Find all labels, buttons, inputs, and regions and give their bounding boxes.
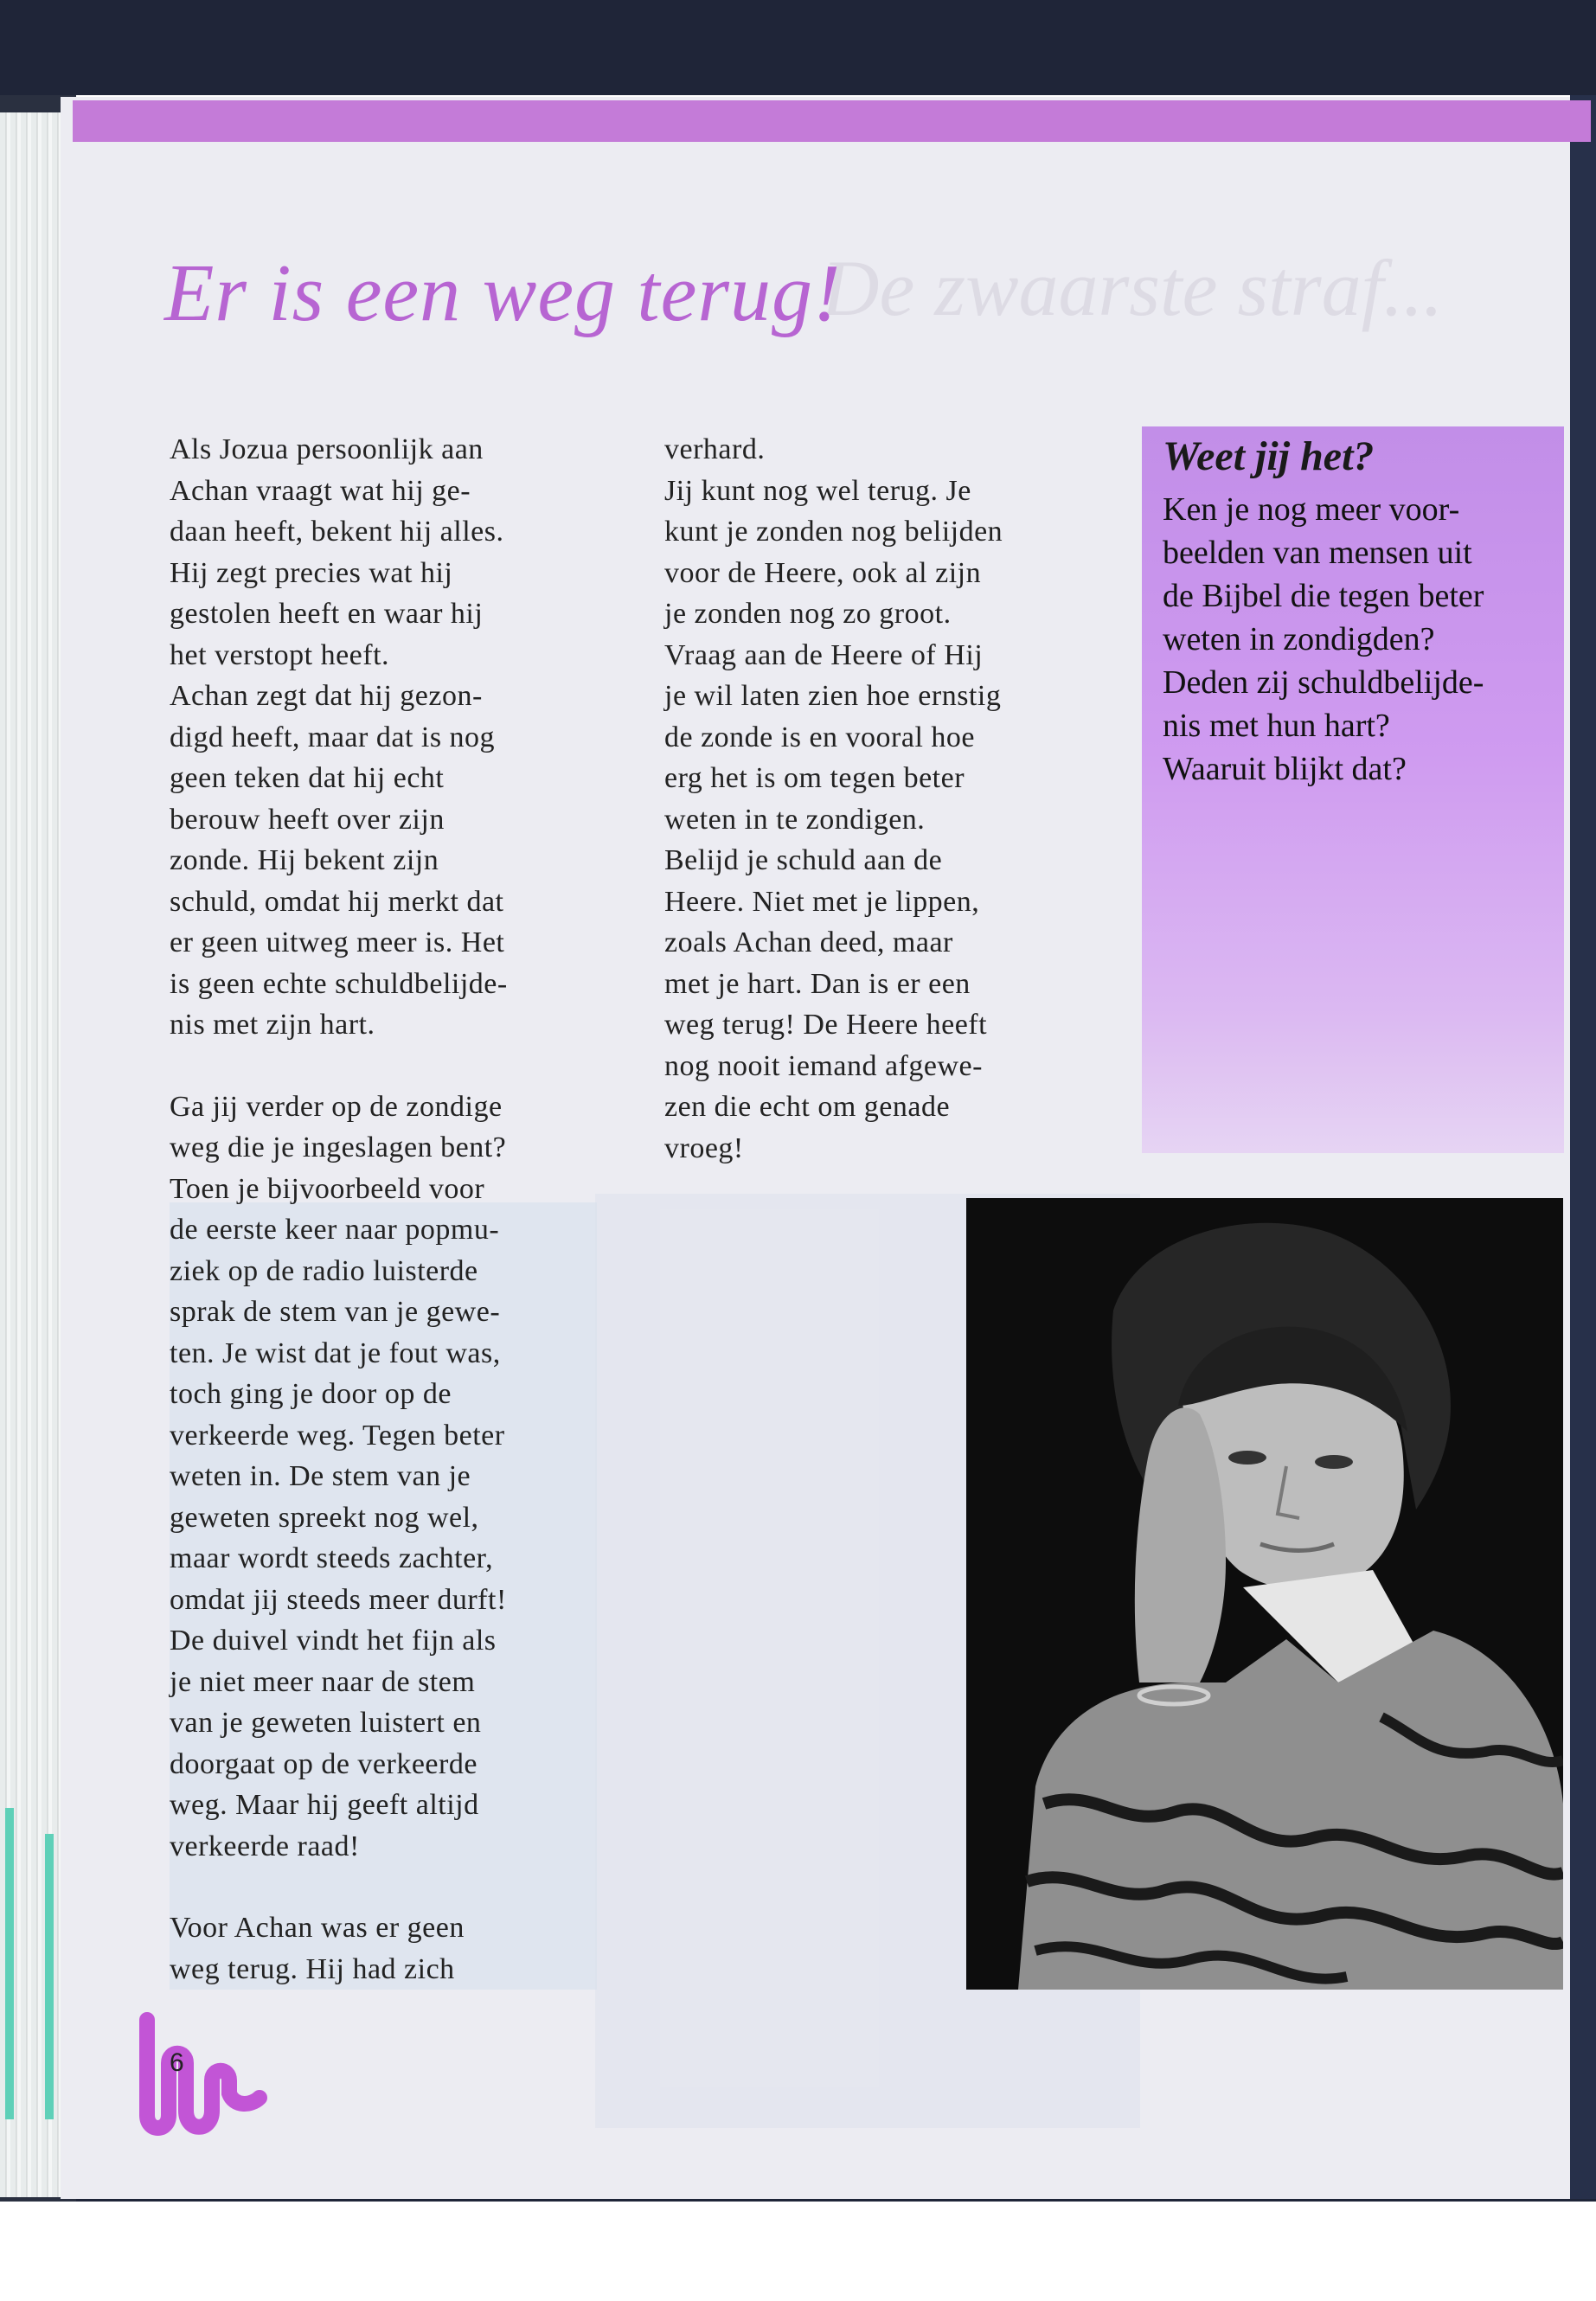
- page-right-edge: [1570, 95, 1596, 2199]
- scan-bottom-margin: [0, 2202, 1596, 2301]
- bleedthrough-title: De zwaarste straf...: [822, 244, 1444, 332]
- paragraph: Ga jij verder op de zondige weg die je ingeslagen bent? Toen je bijvoorbeeld voor de eerste keer naar popmu- ziek op de radio luisterde sprak de stem van je gewe- ten. Je wist dat je fout was, toch ging je door op de verkeerde weg. Tegen beter weten in. De stem van je geweten spreekt nog wel, maar wordt steeds zachter, omdat jij steeds meer durft! De duivel vindt het fijn als je niet meer naar de stem van je geweten luistert en doorgaat op de verkeerde weg. Maar hij geeft altijd verkeerde raad!: [170, 1090, 507, 1862]
- page-title: Er is een weg terug!: [164, 248, 842, 338]
- page-edge-tab: [45, 1834, 54, 2119]
- paragraph: verhard. Jij kunt nog wel terug. Je kunt je zonden nog belijden voor de Heere, ook al zijn je zonden nog zo groot. Vraag aan de Heere of Hij je wil laten zien hoe ernstig de zonde is en vooral hoe erg het is om tegen beter weten in te zondigen. Belijd je schuld aan de Heere. Niet met je lippen, zoals Achan deed, maar met je hart. Dan is er een weg terug! De Heere heeft nog nooit iemand afgewe- zen die echt om genade vroeg!: [664, 433, 1003, 1164]
- photo-pensive-girl: [966, 1198, 1563, 1990]
- question-box-title: Weet jij het?: [1163, 433, 1375, 479]
- scan-top-border: [0, 0, 1596, 95]
- text-column-1: [170, 429, 619, 1990]
- text-column-2: [664, 429, 1114, 1169]
- page-edge-tab: [5, 1808, 14, 2119]
- paragraph: Voor Achan was er geen weg terug. Hij had zich: [170, 1912, 465, 1985]
- photo-illustration: [966, 1198, 1563, 1990]
- top-color-bar: [73, 100, 1591, 142]
- question-box-text: Ken je nog meer voor- beelden van mensen uit de Bijbel die tegen beter weten in zondigden? Deden zij schuldbelijde- nis met hun hart? Waaruit blijkt dat?: [1163, 491, 1484, 787]
- paragraph: Als Jozua persoonlijk aan Achan vraagt wat hij ge- daan heeft, bekent hij alles. Hij zegt precies wat hij gestolen heeft en waar hij het verstopt heeft. Achan zegt dat hij gezon- digd heeft, maar dat is nog geen teken dat hij echt berouw heeft over zijn zonde. Hij bekent zijn schuld, omdat hij merkt dat er geen uitweg meer is. Het is geen echte schuldbelijde- nis met zijn hart.: [170, 433, 508, 1041]
- publisher-logo: [130, 2011, 268, 2141]
- page-number: 6: [170, 2048, 184, 2077]
